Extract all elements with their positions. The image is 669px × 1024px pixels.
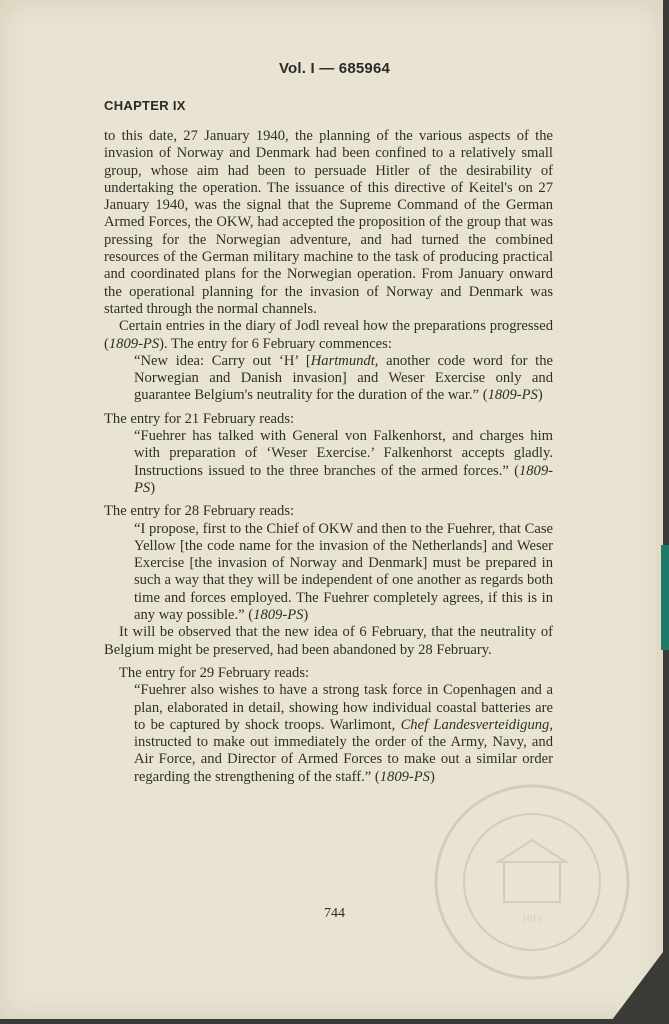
block-quote: “I propose, first to the Chief of OKW and then to the Fuehrer, that Case Yellow [the code name for the invasion of the Netherlands] and Weser Exercise [the invasion of Norway and Denmark] must be prepared in such a way that they will be independent of one another as regards both time and forces employed. The Fuehrer completely agrees, if this is in any way possible.” (1809-PS) bbox=[134, 520, 553, 624]
page-number: 744 bbox=[324, 906, 345, 921]
citation: 1809-PS bbox=[134, 462, 553, 496]
library-seal-watermark bbox=[432, 782, 632, 982]
citation: 1809-PS bbox=[253, 607, 304, 624]
paragraph: The entry for 29 February reads: bbox=[119, 664, 310, 681]
citation: 1809-PS bbox=[379, 768, 430, 785]
svg-text:1819: 1819 bbox=[522, 914, 542, 925]
citation: 1809-PS bbox=[487, 387, 538, 404]
chapter-label: CHAPTER IX bbox=[104, 98, 186, 113]
citation: 1809-PS bbox=[108, 335, 160, 352]
paragraph: Certain entries in the diary of Jodl reveal how the preparations progressed (1809-PS). The entry for 6 February commences: bbox=[104, 318, 553, 352]
block-quote: “Fuehrer also wishes to have a strong task force in Copenhagen and a plan, elaborated in detail, showing how individual coastal batteries are to be captured by shock troops. Warlimont, Chef Landesverteidigung, instructed to make out immediately the order of the Army, Navy, and Air Force, and Director of Armed Forces to make out a similar order regarding the strengthening of the staff.” (1809-PS) bbox=[134, 682, 553, 785]
edge-color-stripe bbox=[661, 545, 669, 650]
paragraph: It will be observed that the new idea of 6 February, that the neutrality of Belgium might be preserved, had been abandoned by 28 February. bbox=[104, 624, 553, 658]
paragraph: The entry for 28 February reads: bbox=[104, 503, 295, 520]
running-header: Vol. I — 685964 bbox=[278, 60, 391, 77]
paragraph: to this date, 27 January 1940, the planning of the various aspects of the invasion of Norway and Denmark had been confined to a relatively small group, whose aim had been to persuade Hitler of the desirability of undertaking the operation. The issuance of this directive of Keitel's on 27 January 1940, was the signal that the Supreme Command of the German Armed Forces, the OKW, had accepted the proposition of the group that was pressing for the Norwegian adventure, and had turned the combined resources of the German military machine to the task of producing practical and coordinated plans for the Norwegian operation. From January onward the operational planning for the invasion of Norway and Denmark was started through the normal channels. bbox=[104, 128, 553, 317]
block-quote: “Fuehrer has talked with General von Falkenhorst, and charges him with preparation of ‘Weser Exercise.’ Falkenhorst accepts gladly. Instructions issued to the three branches of the armed forces.” (1809-PS) bbox=[134, 428, 553, 496]
paragraph: The entry for 21 February reads: bbox=[104, 410, 295, 427]
block-quote: “New idea: Carry out ‘H’ [Hartmundt, another code word for the Norwegian and Danish invasion] and Weser Exercise only and guarantee Belgium's neutrality for the duration of the war.” (1809-PS) bbox=[134, 352, 553, 404]
body-text bbox=[104, 128, 553, 786]
